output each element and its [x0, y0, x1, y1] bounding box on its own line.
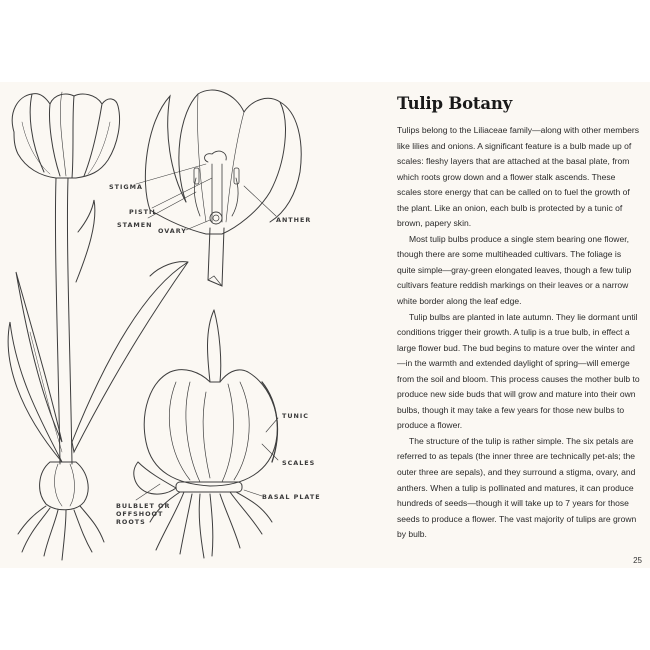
book-page — [0, 82, 650, 568]
label-scales: SCALES — [282, 459, 316, 467]
page-number: 25 — [633, 556, 642, 565]
paragraph-3: Tulip bulbs are planted in late autumn. They lie dormant until conditions trigger their growth. A tulip is a true bulb, in effect a large flower bud. The bud begins to mature over the winter and—in the warmth and extended daylight of spring—will emerge from the soil and bloom. This process causes the mother bulb to produce new side buds that will grow and mature into their own bulbs, though it may take a few years for those new bulbs to produce a flower. — [397, 311, 640, 431]
paragraph-1: Tulips belong to the Liliaceae family—along with other members like lilies and onions. A significant feature is a bulb made up of scales: fleshy layers that are attached at the basal plate, from which roots grow down and a flower stalk ascends. These scales store energy that can be called on to fuel the growth of the plant. Like an onion, each bulb is protected by a tunic of brown, papery skin. — [397, 125, 639, 229]
label-anther: ANTHER — [276, 216, 312, 224]
paragraph-2: Most tulip bulbs produce a single stem bearing one flower, though there are some multiheaded cultivars. The foliage is quite simple—gray-green elongated leaves, though a few tulip cultivars feature reddish markings on their leaves or a narrow white border along the leaf edge. — [397, 233, 632, 307]
tulip-drawing-icon — [0, 82, 390, 568]
paragraph-4: The structure of the tulip is rather simple. The six petals are referred to as tepals (the inner three are technically pet-als; the outer three are sepals), and they surround a stigma, ovary, and anthers. When a tulip is pollinated and matures, it can produce hundreds of seeds—though it will take up to 7 years for those seeds to produce a flower. The vast majority of tulips are grown by bulb. — [397, 435, 637, 540]
label-tunic: TUNIC — [282, 412, 309, 420]
page-title: Tulip Botany — [397, 94, 513, 113]
label-basal-plate: BASAL PLATE — [262, 493, 321, 501]
label-bulblet-line1: BULBLET OR — [116, 502, 171, 510]
label-pistil: PISTIL — [129, 208, 158, 216]
label-stamen: STAMEN — [117, 221, 153, 229]
label-bulblet-line3: ROOTS — [116, 518, 146, 527]
label-ovary: OVARY — [158, 227, 187, 235]
tulip-botanical-illustration — [0, 82, 390, 568]
label-bulblet — [116, 502, 170, 527]
label-bulblet-line2: OFFSHOOT — [116, 510, 164, 519]
text-column — [397, 94, 641, 543]
label-stigma: STIGMA — [109, 183, 143, 191]
